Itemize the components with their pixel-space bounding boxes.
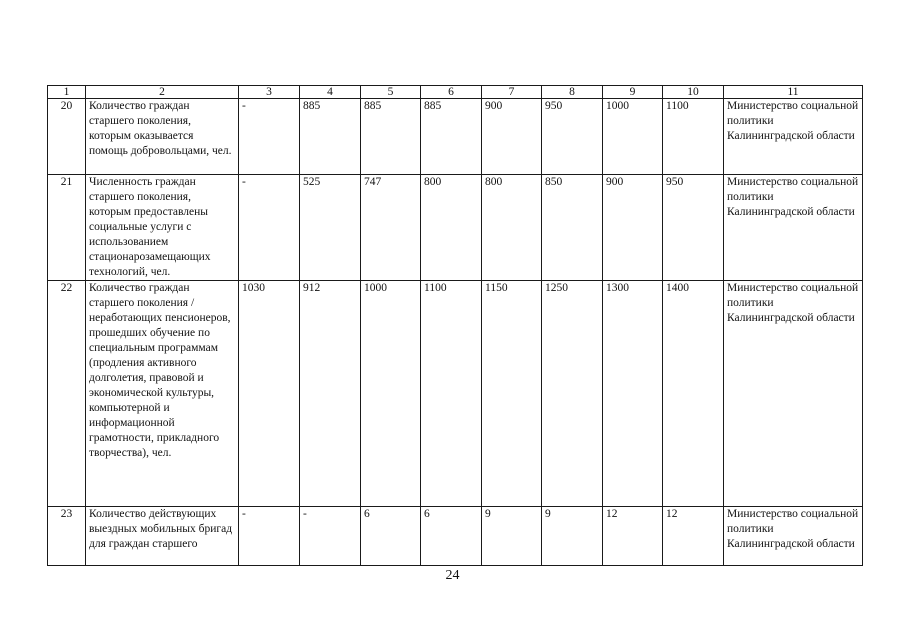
value-cell: 12 bbox=[603, 507, 663, 566]
value-cell: 950 bbox=[663, 175, 724, 281]
header-cell: 11 bbox=[724, 86, 863, 99]
value-cell: 9 bbox=[542, 507, 603, 566]
row-number-cell: 23 bbox=[48, 507, 86, 566]
table-row bbox=[48, 175, 863, 281]
value-cell: 850 bbox=[542, 175, 603, 281]
row-number-cell: 20 bbox=[48, 99, 86, 175]
header-cell: 9 bbox=[603, 86, 663, 99]
value-cell: - bbox=[300, 507, 361, 566]
value-cell: 900 bbox=[603, 175, 663, 281]
value-cell: - bbox=[239, 175, 300, 281]
header-cell: 7 bbox=[482, 86, 542, 99]
table-row bbox=[48, 507, 863, 566]
table-row bbox=[48, 99, 863, 175]
header-cell: 10 bbox=[663, 86, 724, 99]
value-cell: 885 bbox=[300, 99, 361, 175]
indicator-name-cell: Численность граждан старшего поколения, которым предоставлены социальные услуги с использованием стационарозамещающих технологий, чел. bbox=[86, 175, 239, 281]
responsible-cell: Министерство социальной политики Калининградской области bbox=[724, 281, 863, 507]
value-cell: 900 bbox=[482, 99, 542, 175]
value-cell: 1000 bbox=[603, 99, 663, 175]
value-cell: 525 bbox=[300, 175, 361, 281]
responsible-cell: Министерство социальной политики Калининградской области bbox=[724, 507, 863, 566]
value-cell: 950 bbox=[542, 99, 603, 175]
responsible-cell: Министерство социальной политики Калининградской области bbox=[724, 99, 863, 175]
value-cell: 9 bbox=[482, 507, 542, 566]
value-cell: - bbox=[239, 507, 300, 566]
value-cell: 1300 bbox=[603, 281, 663, 507]
indicator-name-cell: Количество граждан старшего поколения, которым оказывается помощь добровольцами, чел. bbox=[86, 99, 239, 175]
header-cell: 2 bbox=[86, 86, 239, 99]
value-cell: 800 bbox=[482, 175, 542, 281]
indicator-name-cell: Количество граждан старшего поколения / неработающих пенсионеров, прошедших обучение по специальным программам (продления активного долголетия, правовой и экономической культуры, компьютерной и информационной грамотности, прикладного творчества), чел. bbox=[86, 281, 239, 507]
row-number-cell: 21 bbox=[48, 175, 86, 281]
table-row bbox=[48, 281, 863, 507]
header-cell: 3 bbox=[239, 86, 300, 99]
header-cell: 6 bbox=[421, 86, 482, 99]
value-cell: 912 bbox=[300, 281, 361, 507]
header-cell: 1 bbox=[48, 86, 86, 99]
table-header-row bbox=[48, 86, 863, 99]
value-cell: 885 bbox=[361, 99, 421, 175]
header-cell: 4 bbox=[300, 86, 361, 99]
responsible-cell: Министерство социальной политики Калининградской области bbox=[724, 175, 863, 281]
indicator-name-cell: Количество действующих выездных мобильных бригад для граждан старшего bbox=[86, 507, 239, 566]
value-cell: 800 bbox=[421, 175, 482, 281]
indicators-table bbox=[47, 85, 863, 566]
value-cell: 1100 bbox=[663, 99, 724, 175]
value-cell: - bbox=[239, 99, 300, 175]
value-cell: 885 bbox=[421, 99, 482, 175]
value-cell: 12 bbox=[663, 507, 724, 566]
row-number-cell: 22 bbox=[48, 281, 86, 507]
value-cell: 1250 bbox=[542, 281, 603, 507]
value-cell: 747 bbox=[361, 175, 421, 281]
page-number: 24 bbox=[445, 568, 460, 583]
value-cell: 6 bbox=[361, 507, 421, 566]
value-cell: 6 bbox=[421, 507, 482, 566]
value-cell: 1000 bbox=[361, 281, 421, 507]
header-cell: 8 bbox=[542, 86, 603, 99]
value-cell: 1400 bbox=[663, 281, 724, 507]
value-cell: 1030 bbox=[239, 281, 300, 507]
value-cell: 1100 bbox=[421, 281, 482, 507]
header-cell: 5 bbox=[361, 86, 421, 99]
value-cell: 1150 bbox=[482, 281, 542, 507]
